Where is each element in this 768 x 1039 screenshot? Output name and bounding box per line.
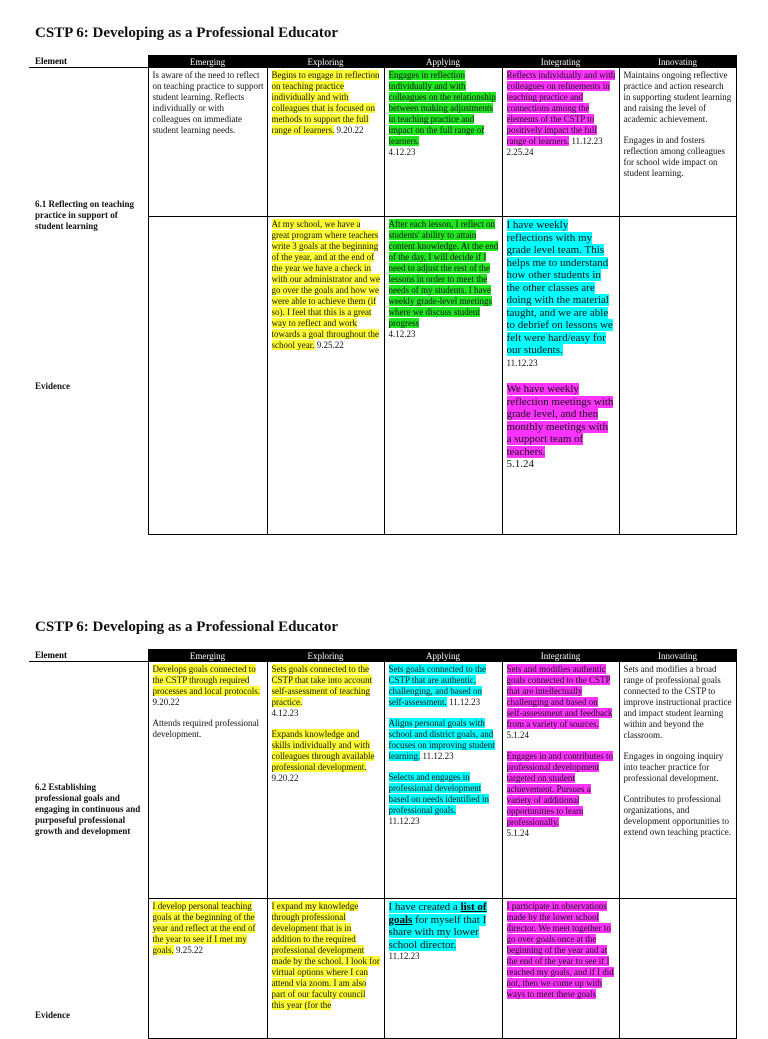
header-row — [29, 56, 736, 68]
column-header-innovating: Innovating — [619, 56, 736, 68]
column-header-integrating: Integrating — [502, 650, 619, 662]
evidence-integrating: I have weekly reflections with my grade level team. This helps me to understand how other students in the other classes are doing with the material taught, and we are able to debrief on lessons we felt were hard/easy for our students. 11.12.23 We have weekly reflection meetings with grade level, and then monthly meetings with a support team of teachers. 5.1.24 — [502, 217, 619, 535]
rubric-exploring: Sets goals connected to the CSTP that take into account self-assessment of teaching practice. 4.12.23 Expands knowledge and skills individually and with colleagues through available professional development. 9.20.22 — [267, 662, 384, 899]
element-header: Element — [29, 650, 148, 662]
column-header-applying: Applying — [384, 56, 502, 68]
rubric-innovating: Maintains ongoing reflective practice and action research in supporting student learning and raising the level of academic achievement. Engages in and fosters reflection among colleagues for school wide impact on student learning. — [619, 68, 736, 217]
page-title-2: CSTP 6: Developing as a Professional Educator — [35, 619, 339, 635]
rubric-row — [29, 662, 736, 899]
evidence-exploring: At my school, we have a great program where teachers write 3 goals at the beginning of the year, and at the end of the year we have a check in with our administrator and we go over the goals and how we were able to achieve them (if so). I feel that this is a great way to reflect and work towards a goal throughout the school year. 9.25.22 — [267, 217, 384, 535]
element-header: Element — [29, 56, 148, 68]
rubric-emerging: Is aware of the need to reflect on teaching practice to support student learning. Reflects individually or with colleagues on immediate student learning needs. — [148, 68, 267, 217]
column-header-exploring: Exploring — [267, 650, 384, 662]
evidence-label: Evidence — [35, 381, 70, 391]
rubric-exploring: Begins to engage in reflection on teaching practice individually and with colleagues that is focused on methods to support the full range of learners. 9.20.22 — [267, 68, 384, 217]
rubric-emerging: Develops goals connected to the CSTP through required processes and local protocols. 9.20.22 Attends required professional development. — [148, 662, 267, 899]
evidence-applying: After each lesson, I reflect on students' ability to attain content knowledge. At the end of the day, I will decide if I need to adjust the rest of the lessons in order to meet the needs of my students. I have weekly grade-level meetings where we discuss student progress 4.12.23 — [384, 217, 502, 535]
rubric-innovating: Sets and modifies a broad range of professional goals connected to the CSTP to improve instructional practice and impact student learning within and beyond the classroom. Engages in ongoing inquiry into teacher practice for professional development. Contributes to professional organizations, and development opportunities to extend own teaching practice. — [619, 662, 736, 899]
element-label: 6.1 Reflecting on teaching practice in support of student learning — [35, 199, 134, 231]
evidence-emerging — [148, 217, 267, 535]
column-header-emerging: Emerging — [148, 650, 267, 662]
evidence-label: Evidence — [35, 1010, 70, 1020]
column-header-exploring: Exploring — [267, 56, 384, 68]
evidence-integrating: I participate in observations made by the lower school director. We meet together to go over goals once at the beginning of the year and at the end of the year to see if I reached my goals, and if I did not, then we come up with ways to meet these goals — [502, 899, 619, 1039]
evidence-exploring: I expand my knowledge through professional development that is in addition to the required professional development made by the school. I look for virtual options where I can attend via zoom. I am also part of our faculty council this year (for the — [267, 899, 384, 1039]
list-of-goals-link[interactable]: list of goals — [388, 901, 487, 926]
column-header-innovating: Innovating — [619, 650, 736, 662]
cstp-6-1-table — [29, 55, 737, 535]
element-label-cell — [29, 662, 148, 1039]
rubric-row — [29, 68, 736, 217]
evidence-applying: I have created a list of goals for myself that I share with my lower school director. 11.12.23 — [384, 899, 502, 1039]
page-title: CSTP 6: Developing as a Professional Educator — [35, 25, 339, 41]
rubric-integrating: Sets and modifies authentic goals connected to the CSTP that are intellectually challenging and based on self-assessment and feedback from a variety of sources. 5.1.24 Engages in and contributes to professional development targeted on student achievement. Pursues a variety of additional opportunities to learn professionally. 5.1.24 — [502, 662, 619, 899]
column-header-emerging: Emerging — [148, 56, 267, 68]
evidence-innovating — [619, 899, 736, 1039]
header-row — [29, 650, 736, 662]
evidence-emerging: I develop personal teaching goals at the beginning of the year and reflect at the end of the year to see if I met my goals. 9.25.22 — [148, 899, 267, 1039]
column-header-integrating: Integrating — [502, 56, 619, 68]
rubric-integrating: Reflects individually and with colleagues on refinements in teaching practice and connections among the elements of the CSTP to positively impact the full range of learners. 11.12.23 2.25.24 — [502, 68, 619, 217]
element-label-cell — [29, 68, 148, 535]
cstp-6-2-table — [29, 649, 737, 1039]
evidence-innovating — [619, 217, 736, 535]
rubric-applying: Engages in reflection individually and with colleagues on the relationship between making adjustments in teaching practice and impact on the full range of learners. 4.12.23 — [384, 68, 502, 217]
element-label: 6.2 Establishing professional goals and engaging in continuous and purposeful professional growth and development — [35, 782, 141, 836]
column-header-applying: Applying — [384, 650, 502, 662]
rubric-applying: Sets goals connected to the CSTP that are authentic, challenging, and based on self-assessment. 11.12.23 Aligns personal goals with school and district goals, and focuses on improving student learning. 11.12.23 Selects and engages in professional development based on needs identified in professional goals. 11.12.23 — [384, 662, 502, 899]
